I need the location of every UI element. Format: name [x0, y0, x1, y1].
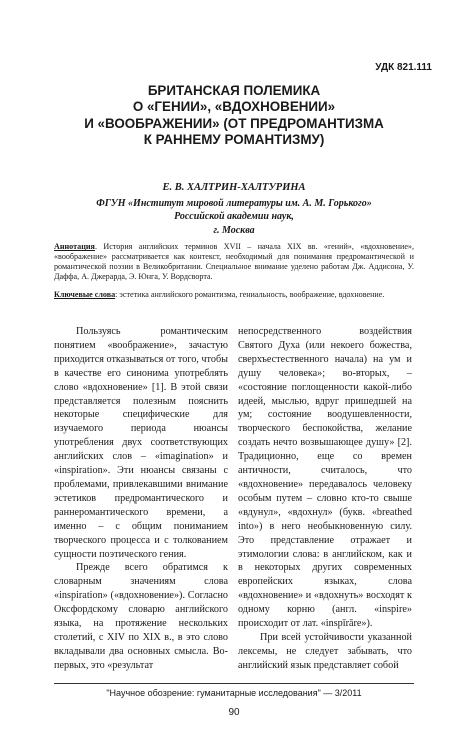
affiliation-line-3: г. Москва — [213, 224, 255, 236]
abstract-label: Аннотация — [54, 242, 95, 251]
affiliation-line-2: Российской академии наук, — [174, 211, 294, 223]
abstract — [54, 242, 414, 282]
title-line-4: К РАННЕМУ РОМАНТИЗМУ) — [143, 132, 325, 148]
affiliation-line-1: ФГУН «Институт мировой литературы им. А. М. Горького» — [96, 198, 372, 209]
keywords — [54, 290, 414, 300]
paragraph-3: При всей устойчивости указанной лексемы, не следует забывать, что английский язык представляет собой — [238, 631, 412, 671]
footer-divider — [54, 683, 414, 684]
keywords-label: Ключевые слова — [54, 290, 116, 299]
title-line-1: БРИТАНСКАЯ ПОЛЕМИКА — [147, 83, 321, 98]
title-line-2: О «ГЕНИИ», «ВДОХНОВЕНИИ» — [132, 99, 336, 115]
paragraph-2-continued: непосредственного воздействия Святого Духа (или некоего божества, сверхъестественного начала) на ум и душу человека»; во-вторых, – «состояние поглощенности какой-либо идеей, мыслью, вдруг пришедшей на ум; состояние воодушевленности, творческого беспокойства, желание создать нечто возвышающее душу» [2]. Традиционно, еще со времен античности, считалось, что «вдохновение» передавалось человеку особым путем – словно кто-то свыше «вдунул», «вдохнул» (букв. «breathed into») в него необыкновенную силу. Это представление отражает и этимологии слова: в английском, как и в некоторых других современных европейских языках, слова «вдохновение» и «вдохнуть» восходят к одному корню (англ. «inspire» происходит от лат. «inspīrāre»). — [238, 326, 412, 630]
title-line-3: И «ВООБРАЖЕНИИ» (ОТ ПРЕДРОМАНТИЗМА — [84, 115, 384, 131]
text-column-left — [54, 325, 228, 673]
article-title — [0, 83, 468, 149]
page-number: 90 — [228, 707, 240, 718]
paragraph-2: Прежде всего обратимся к словарным значениям слова «inspiration» («вдохновение»). Согласно Оксфордскому словарю английского языка, на протяжение нескольких столетий, с XIV по XIX в., в это слово вкладывали два основных смысла. Во-первых, это «результат — [54, 562, 228, 671]
journal-citation: "Научное обозрение: гуманитарные исследования" — 3/2011 — [106, 688, 362, 698]
keywords-text: : эстетика английского романтизма, гениальность, воображение, вдохновение. — [115, 290, 385, 299]
author-name: Е. В. ХАЛТРИН-ХАЛТУРИНА — [162, 182, 306, 193]
text-column-right — [238, 325, 412, 673]
paragraph-1: Пользуясь романтическим понятием «воображение», зачастую приходится отказываться от того, чтобы в качестве его синонима употреблять слово «вдохновение» [1]. В этой связи представляется полезным пояснить некоторые специфические для изучаемого периода нюансы употребления двух соответствующих английских слов – «imagination» и «inspiration». Эти нюансы связаны с проблемами, привлекавшими внимание эстетиков предромантического и раннеромантического времени, а именно – с общим пониманием творческого процесса и с толкованием сущности поэтического гения. — [54, 326, 228, 560]
abstract-text: . История английских терминов XVII – начала XIX вв. «гений», «вдохновение», «воображение» рассматривается как контекст, необходимый для понимания предромантической и романтической поэзии в Великобритании. Специальное внимание уделено работам Дж. Аддисона, У. Даффа, А. Джерарда, Э. Юнга, У. Вордсворта. — [54, 242, 414, 281]
udk-code: УДК 821.111 — [375, 62, 432, 73]
author-affiliation — [0, 197, 468, 237]
